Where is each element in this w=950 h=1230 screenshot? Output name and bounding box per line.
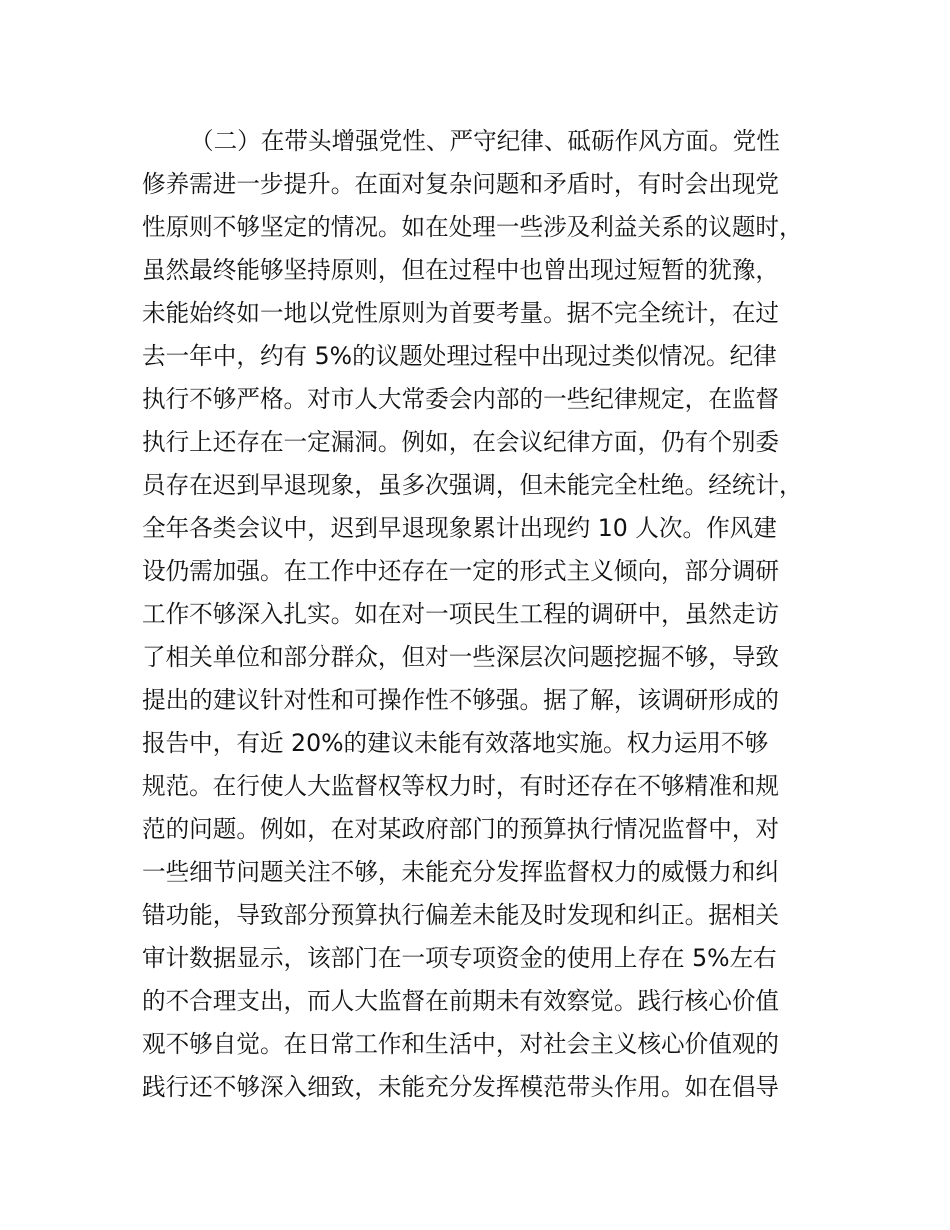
paragraph-line: 虽然最终能够坚持原则，但在过程中也曾出现过短暂的犹豫， <box>142 256 780 284</box>
paragraph-line: 性原则不够坚定的情况。如在处理一些涉及利益关系的议题时， <box>142 213 803 241</box>
paragraph-line: 未能始终如一地以党性原则为首要考量。据不完全统计，在过 <box>142 299 780 327</box>
paragraph-line: 全年各类会议中，迟到早退现象累计出现约 10 人次。作风建 <box>142 514 777 542</box>
paragraph-line: 设仍需加强。在工作中还存在一定的形式主义倾向，部分调研 <box>142 557 780 585</box>
paragraph-line: 规范。在行使人大监督权等权力时，有时还存在不够精准和规 <box>142 772 780 800</box>
paragraph-line: 错功能，导致部分预算执行偏差未能及时发现和纠正。据相关 <box>142 901 780 929</box>
paragraph-line: 去一年中，约有 5%的议题处理过程中出现过类似情况。纪律 <box>142 342 777 370</box>
paragraph-line: 报告中，有近 20%的建议未能有效落地实施。权力运用不够 <box>142 729 769 757</box>
paragraph-line: 一些细节问题关注不够，未能充分发挥监督权力的威慑力和纠 <box>142 858 780 886</box>
paragraph-line: 提出的建议针对性和可操作性不够强。据了解，该调研形成的 <box>142 686 780 714</box>
paragraph-line: 践行还不够深入细致，未能充分发挥模范带头作用。如在倡导 <box>142 1073 780 1101</box>
paragraph-line: 员存在迟到早退现象，虽多次强调，但未能完全杜绝。经统计， <box>142 471 803 499</box>
paragraph-line: 审计数据显示，该部门在一项专项资金的使用上存在 5%左右 <box>142 944 777 972</box>
paragraph-line: 执行上还存在一定漏洞。例如，在会议纪律方面，仍有个别委 <box>142 428 780 456</box>
paragraph-line: 的不合理支出，而人大监督在前期未有效察觉。践行核心价值 <box>142 987 780 1015</box>
paragraph-line: （二）在带头增强党性、严守纪律、砥砺作风方面。党性 <box>190 127 780 155</box>
paragraph-line: 观不够自觉。在日常工作和生活中，对社会主义核心价值观的 <box>142 1030 780 1058</box>
paragraph-line: 工作不够深入扎实。如在对一项民生工程的调研中，虽然走访 <box>142 600 780 628</box>
paragraph-line: 范的问题。例如，在对某政府部门的预算执行情况监督中，对 <box>142 815 780 843</box>
paragraph-line: 了相关单位和部分群众，但对一些深层次问题挖掘不够，导致 <box>142 643 780 671</box>
paragraph-line: 执行不够严格。对市人大常委会内部的一些纪律规定，在监督 <box>142 385 780 413</box>
paragraph-line: 修养需进一步提升。在面对复杂问题和矛盾时，有时会出现党 <box>142 170 780 198</box>
